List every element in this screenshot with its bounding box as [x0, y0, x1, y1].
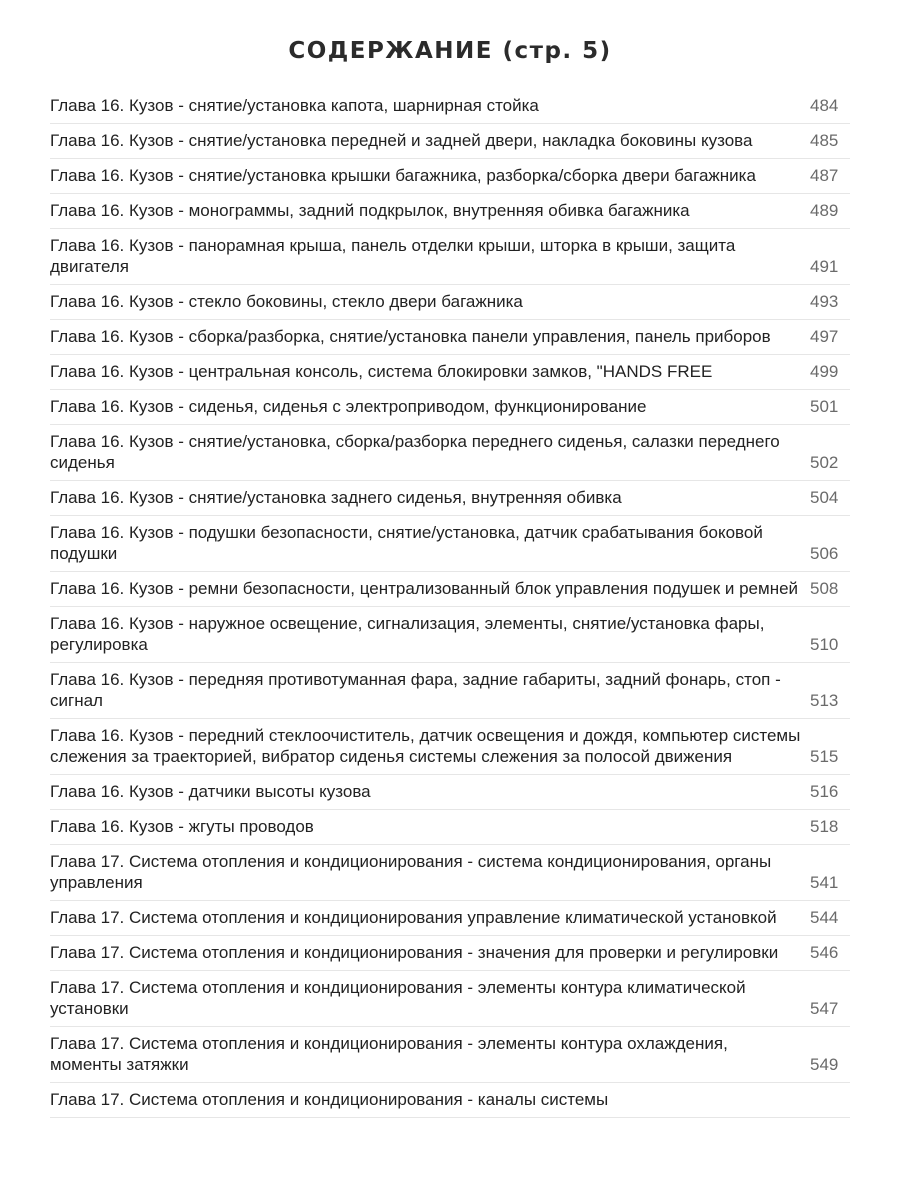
toc-row[interactable]: [50, 320, 850, 355]
toc-entry-title: Глава 16. Кузов - монограммы, задний подкрылок, внутренняя обивка багажника: [50, 201, 690, 220]
toc-page-number: 502: [810, 453, 839, 472]
toc-entry-title: Глава 16. Кузов - передний стеклоочиститель, датчик освещения и дождя, компьютер системы слежения за траекторией, вибратор сиденья системы слежения за полосой движения: [50, 726, 801, 766]
toc-entry-title: Глава 17. Система отопления и кондиционирования управление климатической установкой: [50, 908, 777, 927]
toc-row[interactable]: [50, 663, 850, 719]
toc-page-number: 518: [810, 817, 839, 836]
toc-row[interactable]: [50, 194, 850, 229]
toc-page-number: 485: [810, 131, 839, 150]
toc-row[interactable]: [50, 159, 850, 194]
toc-entry-title: Глава 16. Кузов - снятие/установка заднего сиденья, внутренняя обивка: [50, 488, 622, 507]
toc-page-number: 547: [810, 999, 839, 1018]
toc-page-number: 544: [810, 908, 839, 927]
page-title: СОДЕРЖАНИЕ (стр. 5): [288, 38, 612, 64]
toc-page-number: 516: [810, 782, 839, 801]
toc-entry-title: Глава 16. Кузов - центральная консоль, система блокировки замков, "HANDS FREE: [50, 362, 713, 381]
toc-entry-title: Глава 16. Кузов - жгуты проводов: [50, 817, 314, 836]
toc-entry-title: Глава 16. Кузов - сиденья, сиденья с электроприводом, функционирование: [50, 397, 647, 416]
toc-page-number: 487: [810, 166, 839, 185]
toc-row[interactable]: [50, 516, 850, 572]
toc-entry-title: Глава 17. Система отопления и кондиционирования - система кондиционирования, органы управления: [50, 852, 772, 892]
toc-row[interactable]: [50, 89, 850, 124]
toc-entry-title: Глава 16. Кузов - снятие/установка, сборка/разборка переднего сиденья, салазки переднего сиденья: [50, 432, 780, 472]
toc-page-number: 506: [810, 544, 839, 563]
toc-row[interactable]: [50, 285, 850, 320]
toc-row[interactable]: [50, 390, 850, 425]
toc-row[interactable]: [50, 572, 850, 607]
toc-list: [50, 89, 850, 1118]
toc-page-number: 484: [810, 96, 839, 115]
toc-entry-title: Глава 16. Кузов - снятие/установка капота, шарнирная стойка: [50, 96, 539, 115]
toc-entry-title: Глава 16. Кузов - передняя противотуманная фара, задние габариты, задний фонарь, стоп - сигнал: [50, 670, 781, 710]
toc-entry-title: Глава 17. Система отопления и кондиционирования - элементы контура климатической установки: [50, 978, 746, 1018]
toc-page-number: 489: [810, 201, 839, 220]
toc-row[interactable]: [50, 425, 850, 481]
toc-page-number: 546: [810, 943, 839, 962]
toc-row[interactable]: [50, 845, 850, 901]
toc-entry-title: Глава 16. Кузов - снятие/установка передней и задней двери, накладка боковины кузова: [50, 131, 753, 150]
toc-entry-title: Глава 16. Кузов - подушки безопасности, снятие/установка, датчик срабатывания боковой подушки: [50, 523, 763, 563]
toc-row[interactable]: [50, 355, 850, 390]
toc-page-number: 499: [810, 362, 839, 381]
toc-row[interactable]: [50, 810, 850, 845]
toc-row[interactable]: [50, 481, 850, 516]
toc-row[interactable]: [50, 607, 850, 663]
toc-entry-title: Глава 17. Система отопления и кондиционирования - значения для проверки и регулировки: [50, 943, 779, 962]
toc-row[interactable]: [50, 971, 850, 1027]
toc-entry-title: Глава 17. Система отопления и кондиционирования - каналы системы: [50, 1090, 609, 1109]
toc-row[interactable]: [50, 1027, 850, 1083]
toc-row[interactable]: [50, 229, 850, 285]
toc-page-number: 501: [810, 397, 839, 416]
toc-row[interactable]: [50, 719, 850, 775]
toc-page-number: 513: [810, 691, 839, 710]
toc-row[interactable]: [50, 124, 850, 159]
toc-entry-title: Глава 16. Кузов - датчики высоты кузова: [50, 782, 371, 801]
toc-row[interactable]: [50, 936, 850, 971]
toc-page-number: 541: [810, 873, 839, 892]
toc-page-number: 497: [810, 327, 839, 346]
toc-row[interactable]: [50, 775, 850, 810]
toc-page-number: 508: [810, 579, 839, 598]
toc-entry-title: Глава 16. Кузов - ремни безопасности, централизованный блок управления подушек и ремней: [50, 579, 799, 598]
toc-entry-title: Глава 17. Система отопления и кондиционирования - элементы контура охлаждения, моменты затяжки: [50, 1034, 728, 1074]
toc-page-number: 504: [810, 488, 839, 507]
toc-entry-title: Глава 16. Кузов - стекло боковины, стекло двери багажника: [50, 292, 523, 311]
toc-page-number: 491: [810, 257, 839, 276]
toc-entry-title: Глава 16. Кузов - снятие/установка крышки багажника, разборка/сборка двери багажника: [50, 166, 756, 185]
toc-row[interactable]: [50, 901, 850, 936]
toc-entry-title: Глава 16. Кузов - сборка/разборка, снятие/установка панели управления, панель приборов: [50, 327, 771, 346]
toc-page-number: 493: [810, 292, 839, 311]
toc-page-number: 549: [810, 1055, 839, 1074]
toc-entry-title: Глава 16. Кузов - наружное освещение, сигнализация, элементы, снятие/установка фары, регулировка: [50, 614, 765, 654]
toc-entry-title: Глава 16. Кузов - панорамная крыша, панель отделки крыши, шторка в крыши, защита двигателя: [50, 236, 736, 276]
toc-page-number: 515: [810, 747, 839, 766]
toc-row[interactable]: [50, 1083, 850, 1118]
toc-page-number: 510: [810, 635, 839, 654]
